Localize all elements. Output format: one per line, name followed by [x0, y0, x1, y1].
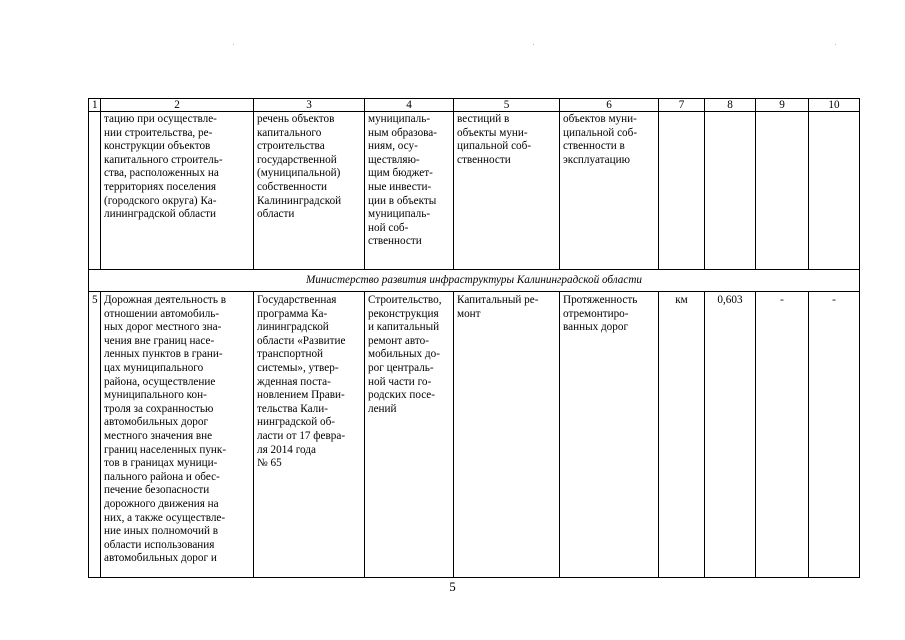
- column-number: 3: [254, 99, 365, 112]
- table-cell: [101, 292, 254, 578]
- table-cell: [756, 112, 809, 270]
- table-cell: [254, 292, 365, 578]
- cell-text: Строительство, реконструкция и капитальный ремонт авто- мобильных до- рог централь- ной части го- родских посе- лений: [368, 294, 442, 415]
- cell-text: Протяженность отремонтиро- ванных дорог: [563, 294, 638, 334]
- scan-speck: [835, 44, 836, 45]
- unit-cell: км: [659, 292, 705, 578]
- table-cell: [560, 112, 659, 270]
- column-number: 6: [560, 99, 659, 112]
- scan-speck: [533, 44, 534, 45]
- value-cell: -: [756, 292, 809, 578]
- row-number: 5: [89, 292, 101, 578]
- value-cell: -: [809, 292, 860, 578]
- page-number: 5: [449, 579, 456, 594]
- cell-text: объектов муни- ципальной соб- ственности в эксплуатацию: [563, 113, 638, 166]
- cell-text: Капитальный ре- монт: [457, 294, 539, 320]
- section-header-row: [89, 270, 860, 292]
- table-cell: [454, 112, 560, 270]
- scan-speck: [233, 44, 234, 45]
- table-cell: [89, 112, 101, 270]
- column-number: 1: [89, 99, 101, 112]
- table-cell: [254, 112, 365, 270]
- column-number: 5: [454, 99, 560, 112]
- table-cell: [454, 292, 560, 578]
- section-title: Министерство развития инфраструктуры Калининградской области: [89, 270, 860, 292]
- column-number-row: [89, 99, 860, 112]
- table-cell: [809, 112, 860, 270]
- value-cell: 0,603: [705, 292, 756, 578]
- cell-text: Государственная программа Ка- лининградской области «Развитие транспортной системы», утвер- жденная поста- новлением Прави- тельства Кали- нинградской об- ласти от 17 февра- ля 2014 года № 65: [257, 294, 346, 470]
- column-number: 2: [101, 99, 254, 112]
- column-number: 9: [756, 99, 809, 112]
- table-row: [89, 292, 860, 578]
- table-cell: [560, 292, 659, 578]
- column-number: 4: [365, 99, 454, 112]
- table-cell: [659, 112, 705, 270]
- table-row: [89, 112, 860, 270]
- cell-text: Дорожная деятельность в отношении автомобиль- ных дорог местного зна- чения вне границ насе- ленных пунктов в грани- цах муниципального района, осуществление муниципального кон- троля за сохранностью автомобильных дорог местного значения вне границ населенных пунк- тов в границах муници- пального района и обес- печение безопасности дорожного движения на них, а также осуществле- ние иных полномочий в области использования автомобильных дорог и: [104, 294, 227, 565]
- document-table: [88, 98, 860, 578]
- column-number: 10: [809, 99, 860, 112]
- cell-text: речень объектов капитального строительства государственной (муниципальной) собственности Калининградской области: [257, 113, 342, 221]
- table-cell: [365, 112, 454, 270]
- column-number: 8: [705, 99, 756, 112]
- cell-text: муниципаль- ным образова- ниям, осу- ществляю- щим бюджет- ные инвести- ции в объекты муниципаль- ной соб- ственности: [368, 113, 437, 248]
- cell-text: вестиций в объекты муни- ципальной соб- ственности: [457, 113, 532, 166]
- table-cell: [101, 112, 254, 270]
- cell-text: тацию при осуществле- нии строительства, ре- конструкции объектов капитального строитель- ства, расположенных на территориях поселения (городского округа) Ка- лининградской области: [104, 113, 223, 221]
- table-cell: [365, 292, 454, 578]
- column-number: 7: [659, 99, 705, 112]
- table-cell: [705, 112, 756, 270]
